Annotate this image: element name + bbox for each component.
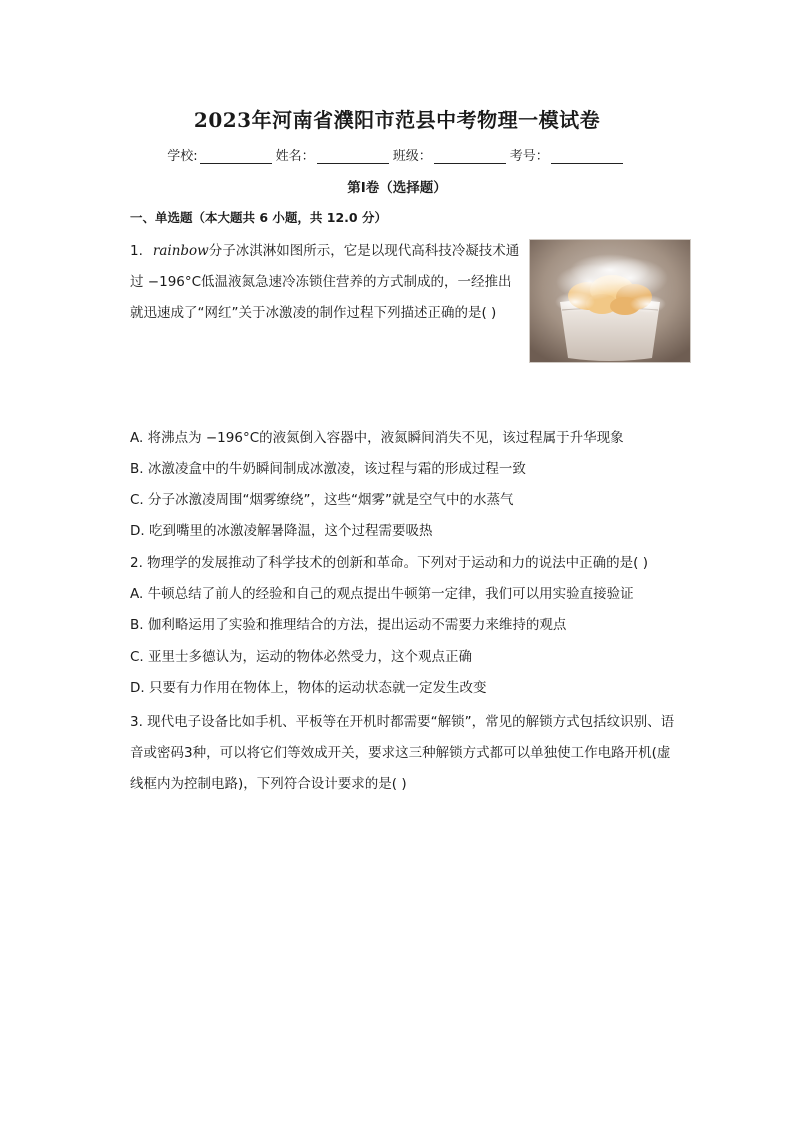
question-2-stem: 2. 物理学的发展推动了科学技术的创新和革命。下列对于运动和力的说法中正确的是( ) [130,555,648,571]
class-field [393,145,510,164]
question-1-option-b: B. 冰激凌盒中的牛奶瞬间制成冰激凌，该过程与霜的形成过程一致 [130,461,526,477]
question-3-stem: 3. 现代电子设备比如手机、平板等在开机时都需要“解锁”，常见的解锁方式包括纹识别、语音或密码3种，可以将它们等效成开关，要求这三种解锁方式都可以单独使工作电路开机(虚线框内为控制电路)，下列符合设计要求的是( ) [130,714,675,792]
question-1-option-a: A. 将沸点为 −196°C的液氮倒入容器中，液氮瞬间消失不见，该过程属于升华现象 [130,430,624,446]
school-field [167,145,275,164]
name-blank [317,149,389,164]
exam-title: 2023年河南省濮阳市范县中考物理一模试卷 [193,108,601,132]
exam-number-blank [551,149,623,164]
question-1-stem [130,236,522,329]
question-1-number: 1. [130,243,143,259]
school-blank [200,149,272,164]
exam-number-label: 考号： [509,149,549,164]
name-label: 姓名： [275,149,315,164]
question-1-text: 分子冰淇淋如图所示，它是以现代高科技冷凝技术通过 −196°C低温液氮急速冷冻锁住营养的方式制成的，一经推出就迅速成了“网红”关于冰激凌的制作过程下列描述正确的是( ) [130,243,520,321]
class-label: 班级： [392,149,432,164]
question-2-option-c: C. 亚里士多德认为，运动的物体必然受力，这个观点正确 [130,649,473,665]
class-blank [434,149,506,164]
part-title: 一、单选题（本大题共 6 小题，共 12.0 分） [130,210,387,225]
question-1-option-c: C. 分子冰激凌周围“烟雾缭绕”，这些“烟雾”就是空气中的水蒸气 [130,492,514,508]
ice-cream-photo [529,239,691,363]
school-label: 学校: [167,149,198,164]
name-field [276,145,393,164]
question-2-option-a: A. 牛顿总结了前人的经验和自己的观点提出牛顿第一定律，我们可以用实验直接验证 [130,586,634,602]
question-2-option-b: B. 伽利略运用了实验和推理结合的方法，提出运动不需要力来维持的观点 [130,617,567,633]
question-2-option-d: D. 只要有力作用在物体上，物体的运动状态就一定发生改变 [130,680,487,696]
section-title: 第Ⅰ卷（选择题） [347,180,447,196]
question-1-option-d: D. 吃到嘴里的冰激凌解暑降温，这个过程需要吸热 [130,523,433,539]
question-1-keyword: rainbow [152,243,209,259]
student-info-row [0,145,794,164]
exam-number-field [510,145,627,164]
